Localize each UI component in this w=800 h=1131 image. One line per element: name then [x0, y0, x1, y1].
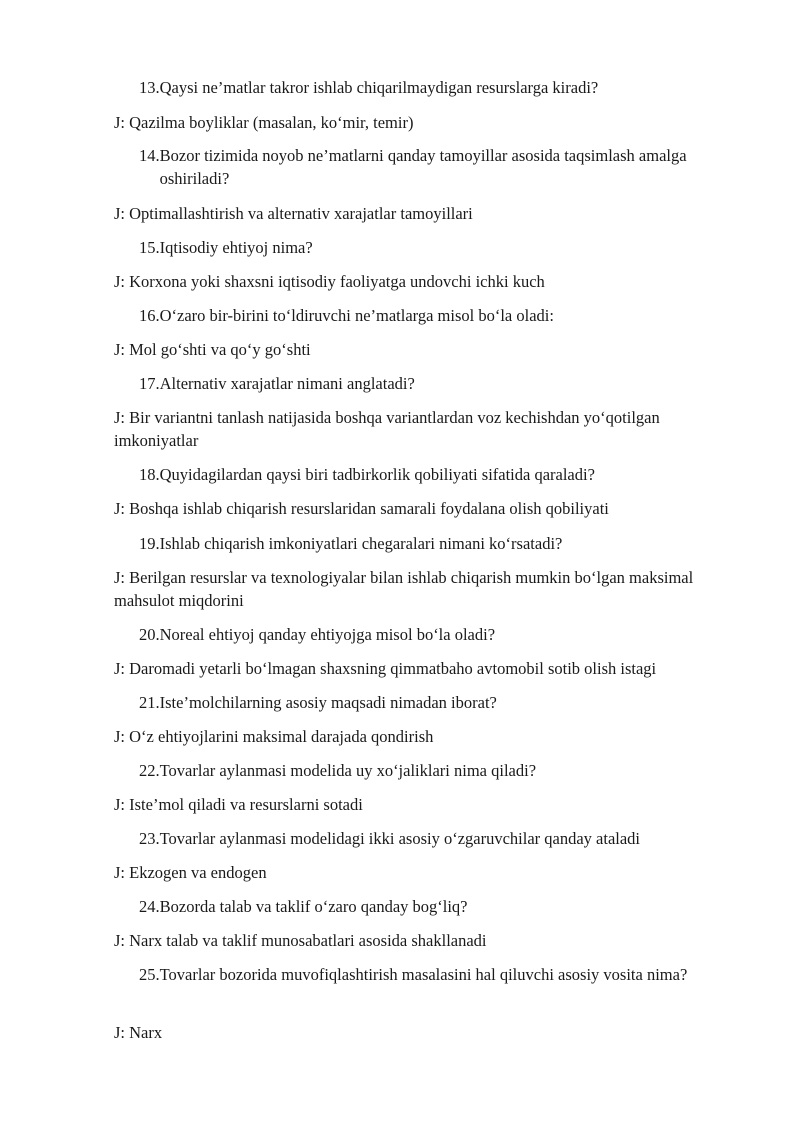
question-number: 13. — [139, 78, 160, 97]
question-20 — [139, 623, 739, 646]
question-24 — [139, 895, 739, 918]
question-text: Quyidagilardan qaysi biri tadbirkorlik qobiliyati sifatida qaraladi? — [159, 465, 595, 484]
answer-15: J: Korxona yoki shaxsni iqtisodiy faoliyatga undovchi ichki kuch — [114, 272, 545, 291]
answer-16: J: Mol go‘shti va qo‘y go‘shti — [114, 340, 311, 359]
question-text: Noreal ehtiyoj qanday ehtiyojga misol bo‘la oladi? — [159, 625, 496, 644]
question-number: 17. — [139, 374, 160, 393]
question-text: O‘zaro bir-birini to‘ldiruvchi ne’matlarga misol bo‘la oladi: — [159, 306, 554, 325]
answer-23: J: Ekzogen va endogen — [114, 863, 267, 882]
answer-13: J: Qazilma boyliklar (masalan, ko‘mir, temir) — [114, 113, 414, 132]
answer-14: J: Optimallashtirish va alternativ xarajatlar tamoyillari — [114, 204, 473, 223]
question-number: 24. — [139, 897, 160, 916]
question-text: Iste’molchilarning asosiy maqsadi nimadan iborat? — [159, 693, 497, 712]
answer-24: J: Narx talab va taklif munosabatlari asosida shakllanadi — [114, 931, 487, 950]
question-25 — [139, 963, 739, 986]
question-number: 21. — [139, 693, 160, 712]
question-number: 23. — [139, 829, 160, 848]
question-number: 18. — [139, 465, 160, 484]
question-15 — [139, 236, 739, 259]
question-number: 15. — [139, 238, 160, 257]
question-22 — [139, 759, 739, 782]
answer-25: J: Narx — [114, 1023, 163, 1042]
answer-18: J: Boshqa ishlab chiqarish resurslaridan samarali foydalana olish qobiliyati — [114, 499, 609, 518]
question-text: Ishlab chiqarish imkoniyatlari chegaralari nimani ko‘rsatadi? — [159, 534, 563, 553]
question-text: Bozorda talab va taklif o‘zaro qanday bog‘liq? — [159, 897, 468, 916]
question-text: Alternativ xarajatlar nimani anglatadi? — [159, 374, 415, 393]
question-19 — [139, 532, 739, 555]
question-text: Bozor tizimida noyob ne’matlarni qanday tamoyillar asosida taqsimlash amalga oshiriladi? — [159, 146, 687, 188]
question-number: 20. — [139, 625, 160, 644]
question-text: Iqtisodiy ehtiyoj nima? — [159, 238, 313, 257]
question-21 — [139, 691, 739, 714]
question-number: 14. — [139, 146, 160, 165]
question-18 — [139, 463, 739, 486]
question-number: 22. — [139, 761, 160, 780]
answer-17: J: Bir variantni tanlash natijasida boshqa variantlardan voz kechishdan yo‘qotilgan imkoniyatlar — [114, 408, 660, 450]
question-text: Tovarlar bozorida muvofiqlashtirish masalasini hal qiluvchi asosiy vosita nima? — [159, 965, 688, 984]
question-13 — [139, 76, 739, 99]
answer-19: J: Berilgan resurslar va texnologiyalar bilan ishlab chiqarish mumkin bo‘lgan maksimal mahsulot miqdorini — [114, 568, 694, 610]
question-number: 25. — [139, 965, 160, 984]
question-23 — [139, 827, 739, 850]
question-text: Tovarlar aylanmasi modelidagi ikki asosiy o‘zgaruvchilar qanday ataladi — [159, 829, 641, 848]
question-17 — [139, 372, 739, 395]
question-text: Tovarlar aylanmasi modelida uy xo‘jaliklari nima qiladi? — [159, 761, 537, 780]
question-text: Qaysi ne’matlar takror ishlab chiqarilmaydigan resurslarga kiradi? — [159, 78, 599, 97]
question-number: 19. — [139, 534, 160, 553]
question-number: 16. — [139, 306, 160, 325]
question-16 — [139, 304, 739, 327]
answer-21: J: O‘z ehtiyojlarini maksimal darajada qondirish — [114, 727, 434, 746]
question-14 — [139, 144, 739, 190]
answer-20: J: Daromadi yetarli bo‘lmagan shaxsning qimmatbaho avtomobil sotib olish istagi — [114, 659, 657, 678]
answer-22: J: Iste’mol qiladi va resurslarni sotadi — [114, 795, 363, 814]
